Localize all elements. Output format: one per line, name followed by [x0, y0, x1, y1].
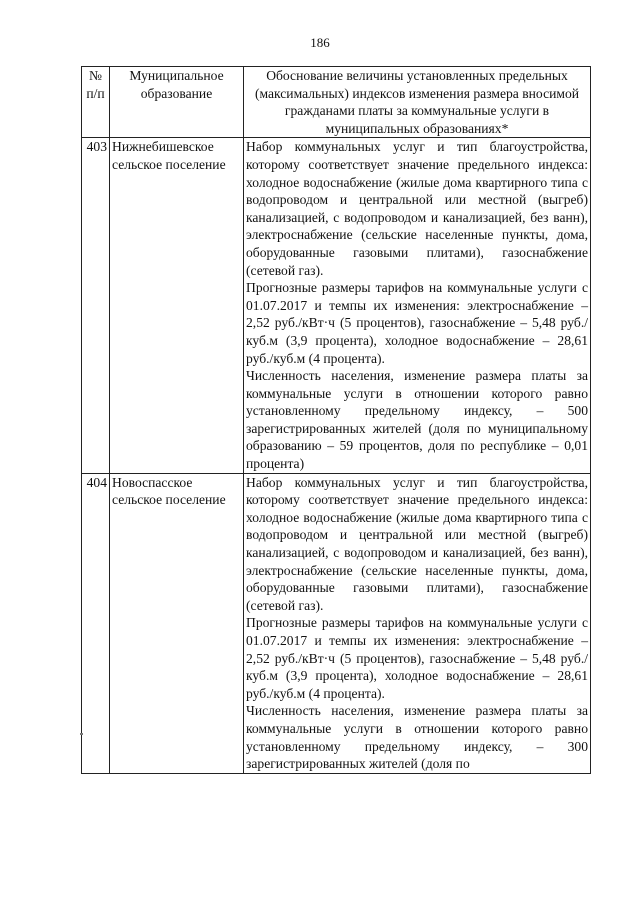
table-header-row	[82, 67, 591, 138]
row-number: 404	[82, 473, 110, 773]
header-municipality: Муниципальное образование	[110, 67, 244, 138]
row-number: 403	[82, 138, 110, 473]
justification-paragraph: Набор коммунальных услуг и тип благоустройства, которому соответствует значение предельного индекса: холодное водоснабжение (жилые дома квартирного типа с водопроводом и центральной или местной (выгреб) канализацией, с водопроводом и канализацией, без ванн), электроснабжение (сельские населенные пункты, дома, оборудованные газовыми плитами), газоснабжение (сетевой газ).	[246, 139, 588, 278]
tariff-justification-table	[81, 66, 591, 774]
justification-paragraph: Набор коммунальных услуг и тип благоустройства, которому соответствует значение предельного индекса: холодное водоснабжение (жилые дома квартирного типа с водопроводом и центральной или местной (выгреб) канализацией, с водопроводом и канализацией, без ванн), электроснабжение (сельские населенные пункты, дома, оборудованные газовыми плитами), газоснабжение (сетевой газ).	[246, 474, 588, 613]
justification-paragraph: Численность населения, изменение размера платы за коммунальные услуги в отношении которого равно установленному предельному индексу, – 500 зарегистрированных жителей (доля по муниципальному образованию – 59 процентов, доля по республике – 0,01 процента)	[246, 368, 588, 472]
row-justification	[244, 138, 591, 473]
row-justification	[244, 473, 591, 773]
scan-speck	[80, 733, 83, 735]
table-row	[82, 138, 591, 473]
header-justification: Обоснование величины установленных предельных (максимальных) индексов изменения размера вносимой гражданами платы за коммунальные услуги в муниципальных образованиях*	[244, 67, 591, 138]
justification-paragraph: Прогнозные размеры тарифов на коммунальные услуги с 01.07.2017 и темпы их изменения: электроснабжение – 2,52 руб./кВт·ч (5 процентов), газоснабжение – 5,48 руб./куб.м (3,9 процента), холодное водоснабжение – 28,61 руб./куб.м (4 процента).	[246, 280, 588, 366]
justification-paragraph: Численность населения, изменение размера платы за коммунальные услуги в отношении которого равно установленному предельному индексу, – 300 зарегистрированных жителей (доля по	[246, 703, 588, 772]
page-number: 186	[310, 35, 330, 50]
justification-paragraph: Прогнозные размеры тарифов на коммунальные услуги с 01.07.2017 и темпы их изменения: электроснабжение – 2,52 руб./кВт·ч (5 процентов), газоснабжение – 5,48 руб./куб.м (3,9 процента), холодное водоснабжение – 28,61 руб./куб.м (4 процента).	[246, 615, 588, 701]
row-municipality: Нижнебишевское сельское поселение	[110, 138, 244, 473]
table-row	[82, 473, 591, 773]
row-municipality: Новоспасское сельское поселение	[110, 473, 244, 773]
header-number: № п/п	[82, 67, 110, 138]
